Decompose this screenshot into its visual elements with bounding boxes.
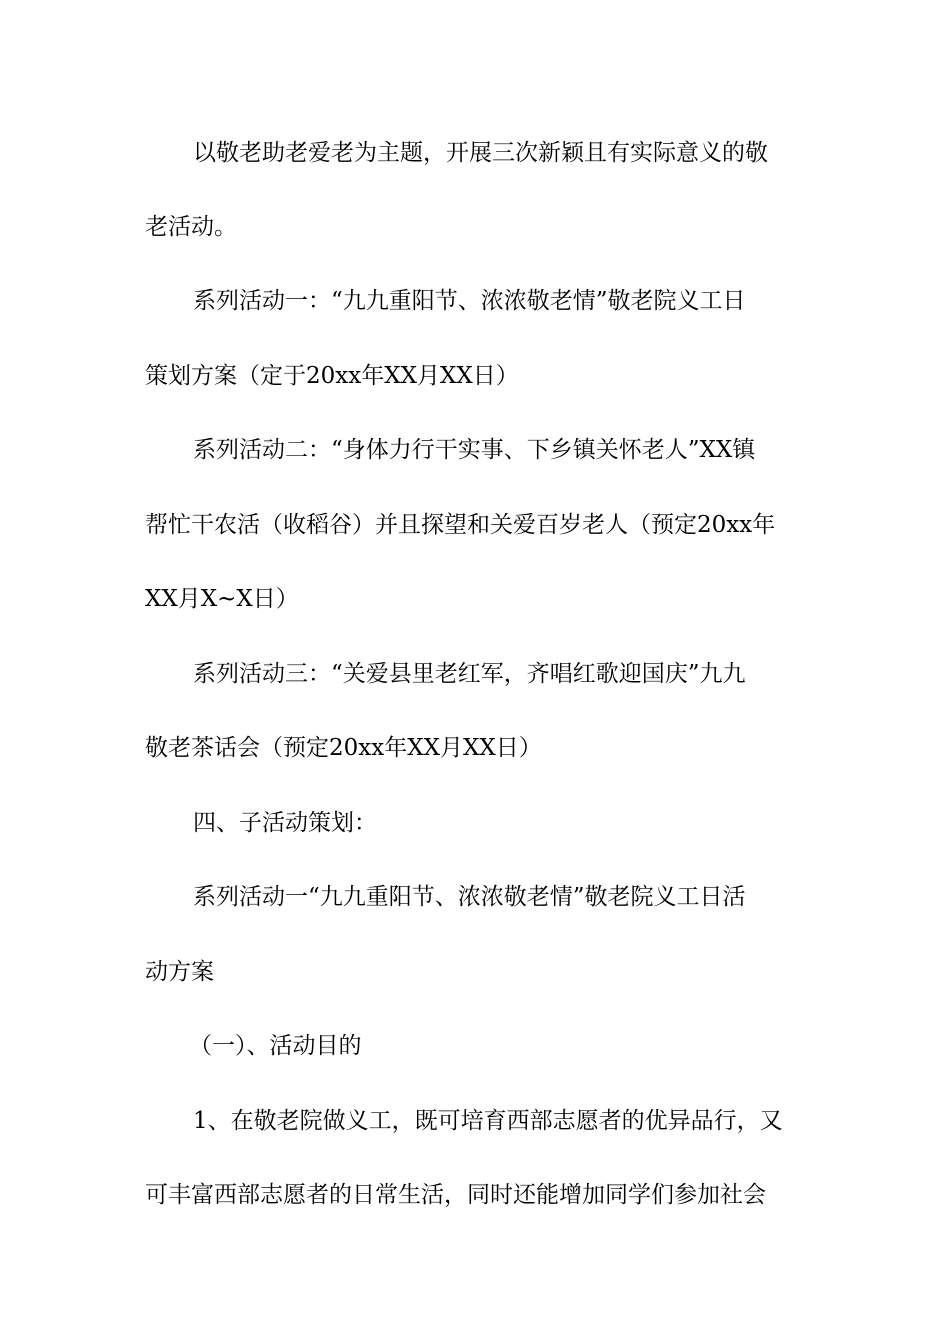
subsection-heading: （一）、活动目的 (189, 1033, 362, 1059)
paragraph-line: 老活动。 (145, 214, 237, 240)
paragraph-line: 可丰富西部志愿者的日常生活，同时还能增加同学们参加社会 (145, 1182, 766, 1208)
paragraph-line: 系列活动二：“身体力行干实事、下乡镇关怀老人”XX镇 (193, 437, 756, 463)
paragraph-line: 帮忙干农活（收稻谷）并且探望和关爱百岁老人（预定20xx年 (145, 512, 776, 538)
paragraph-line: 1、在敬老院做义工，既可培育西部志愿者的优异品行，又 (193, 1108, 783, 1134)
paragraph-line: 以敬老助老爱老为主题，开展三次新颖且有实际意义的敬 (193, 140, 768, 166)
paragraph-line: 系列活动一“九九重阳节、浓浓敬老情”敬老院义工日活 (193, 884, 746, 910)
paragraph-line: 策划方案（定于20xx年XX月XX日） (145, 363, 519, 389)
paragraph-line: XX月X~X日） (145, 586, 299, 612)
paragraph-line: 系列活动一：“九九重阳节、浓浓敬老情”敬老院义工日 (193, 288, 746, 314)
paragraph-line: 敬老茶话会（预定20xx年XX月XX日） (145, 735, 542, 761)
paragraph-line: 动方案 (145, 959, 214, 985)
paragraph-line: 系列活动三：“关爱县里老红军，齐唱红歌迎国庆”九九 (193, 661, 746, 687)
section-heading: 四、子活动策划： (193, 810, 377, 836)
